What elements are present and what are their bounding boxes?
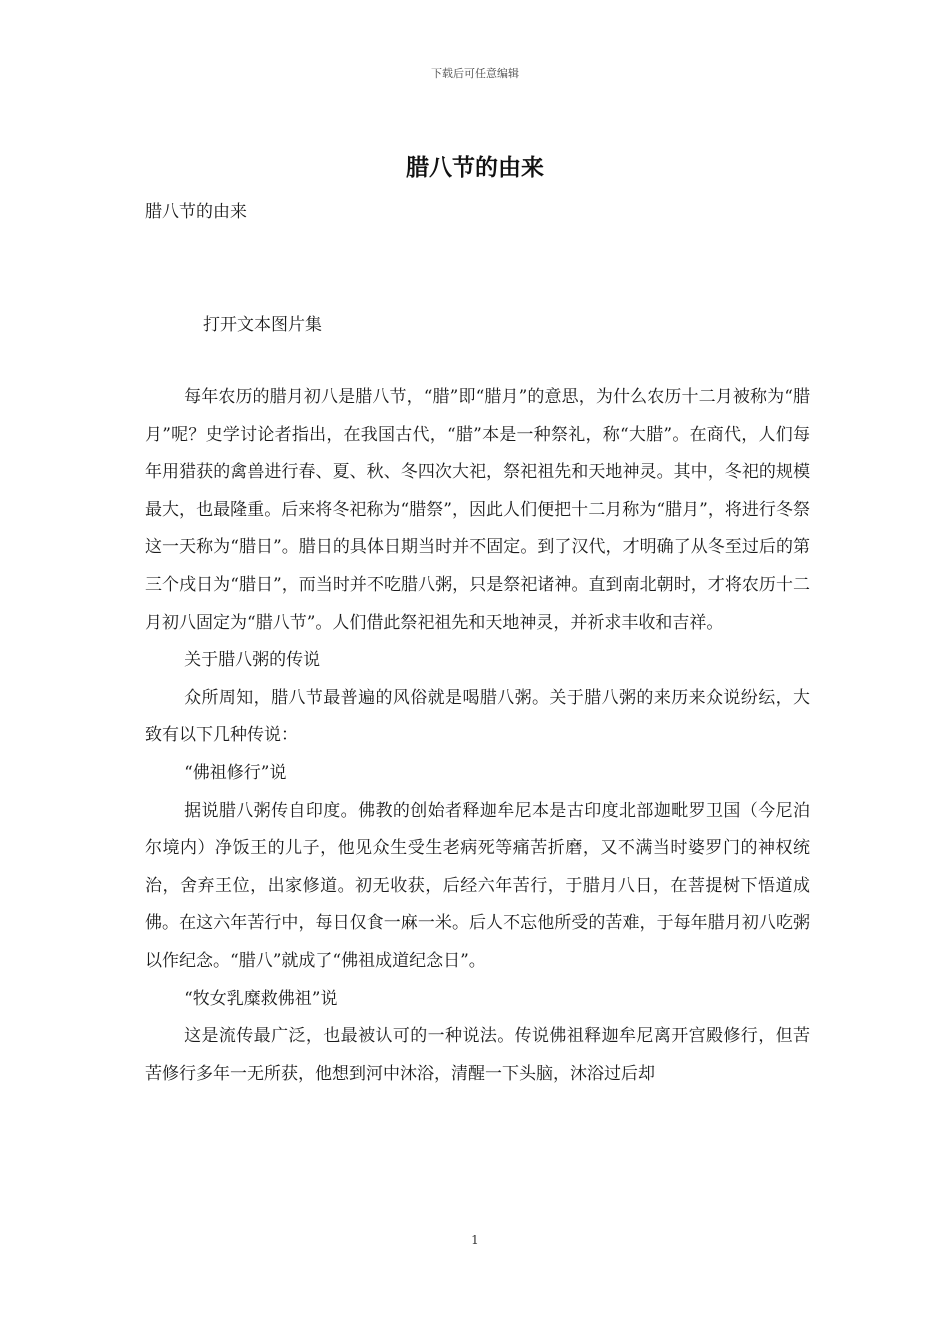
subtitle: 腊八节的由来 <box>145 202 247 222</box>
section-heading-legends: 关于腊八粥的传说 <box>184 650 321 671</box>
page-number: 1 <box>471 1233 479 1247</box>
paragraph-shepherdess: 这是流传最广泛，也最被认可的一种说法。传说佛祖释迦牟尼离开宫殿修行，但苦苦修行多年一无所获，他想到河中沐浴，清醒一下头脑，沐浴过后却 <box>145 1026 810 1084</box>
paragraph-buddha-practice: 据说腊八粥传自印度。佛教的创始者释迦牟尼本是古印度北部迦毗罗卫国（今尼泊尔境内）净饭王的儿子，他见众生受生老病死等痛苦折磨，又不满当时婆罗门的神权统治，舍弃王位，出家修道。初无收获，后经六年苦行，于腊月八日，在菩提树下悟道成佛。在这六年苦行中，每日仅食一麻一米。后人不忘他所受的苦难，于每年腊月初八吃粥以作纪念。“腊八”就成了“佛祖成道纪念日”。 <box>145 800 810 971</box>
paragraph-legends-intro: 众所周知，腊八节最普遍的风俗就是喝腊八粥。关于腊八粥的来历来众说纷纭，大致有以下几种传说： <box>145 687 810 746</box>
header-note: 下载后可任意编辑 <box>431 67 519 80</box>
section-heading-buddha-practice: “佛祖修行”说 <box>184 762 287 783</box>
section-heading-shepherdess: “牧女乳糜救佛祖”说 <box>184 988 338 1009</box>
article-body <box>145 379 810 1093</box>
paragraph-origin: 每年农历的腊月初八是腊八节，“腊”即“腊月”的意思，为什么农历十二月被称为“腊月”呢？史学讨论者指出，在我国古代，“腊”本是一种祭礼，称“大腊”。在商代，人们每年用猎获的禽兽进行春、夏、秋、冬四次大祀，祭祀祖先和天地神灵。其中，冬祀的规模最大，也最隆重。后来将冬祀称为“腊祭”，因此人们便把十二月称为“腊月”，将进行冬祭这一天称为“腊日”。腊日的具体日期当时并不固定。到了汉代，才明确了从冬至过后的第三个戌日为“腊日”，而当时并不吃腊八粥，只是祭祀诸神。直到南北朝时，才将农历十二月初八固定为“腊八节”。人们借此祭祀祖先和天地神灵，并祈求丰收和吉祥。 <box>145 387 810 633</box>
open-image-gallery-link[interactable]: 打开文本图片集 <box>203 315 322 335</box>
document-title: 腊八节的由来 <box>406 154 544 181</box>
